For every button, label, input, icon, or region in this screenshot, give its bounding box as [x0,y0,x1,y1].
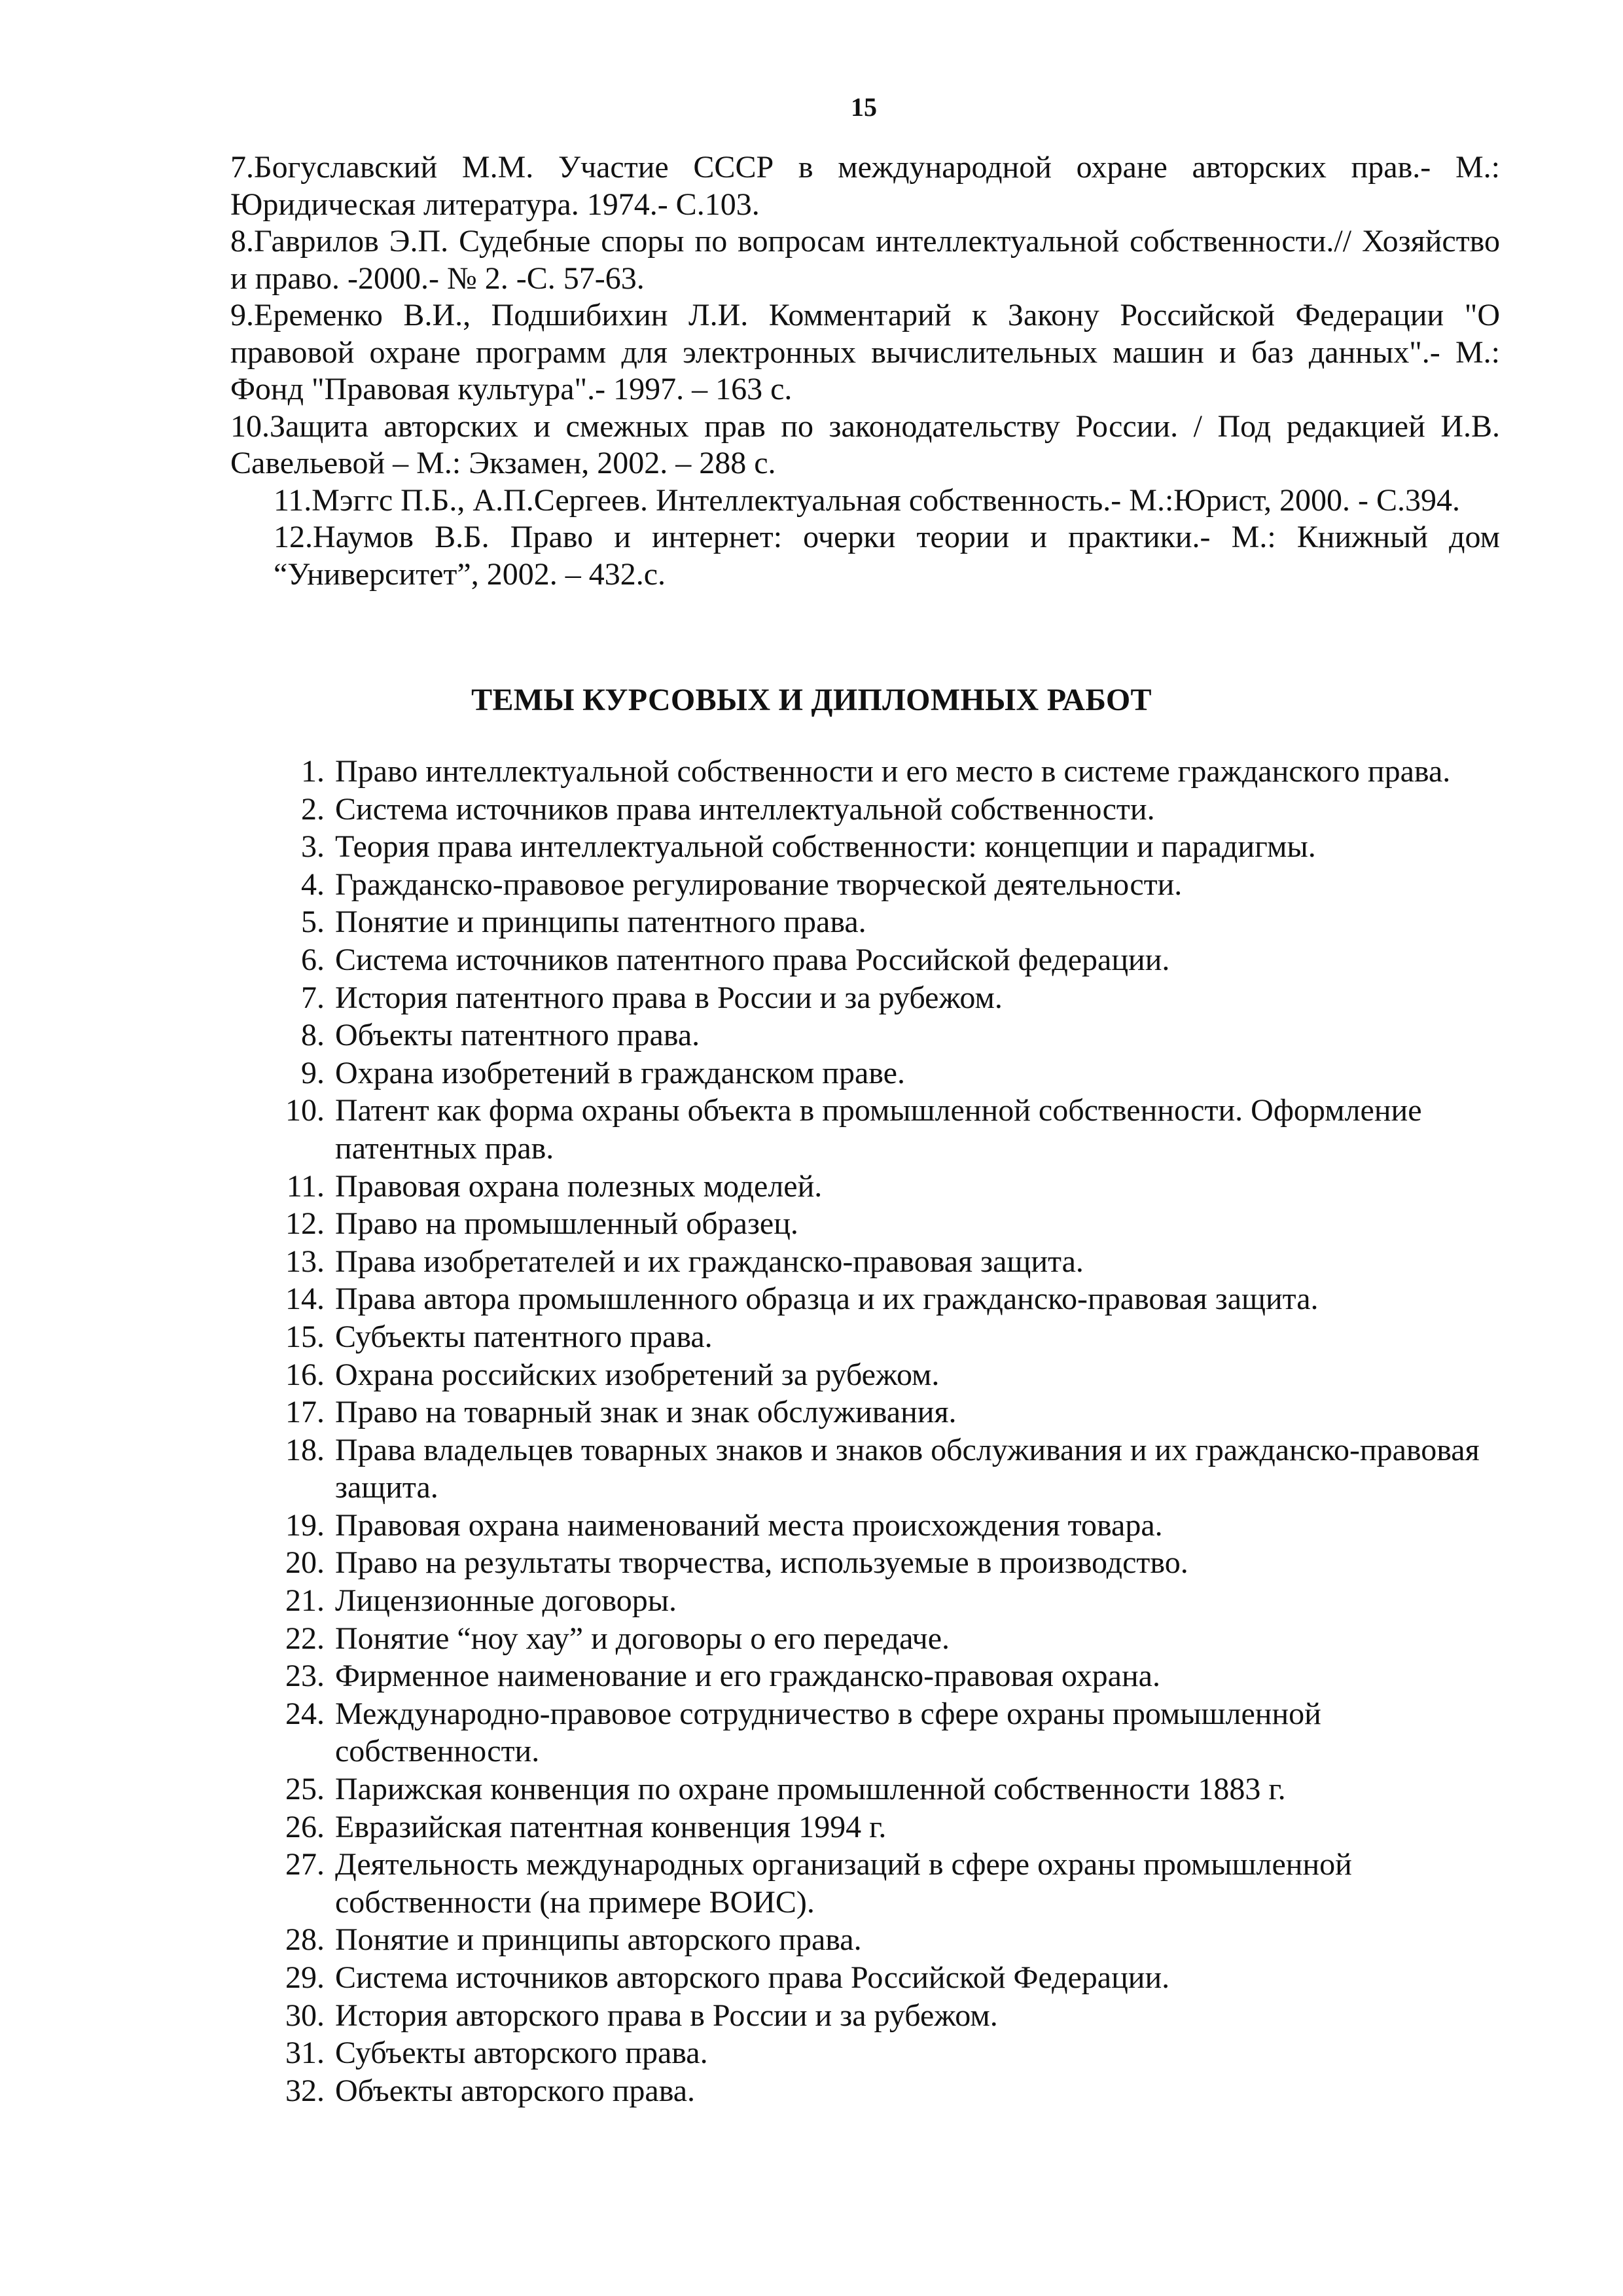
topic-number: 13. [285,1244,325,1279]
topic-item [275,903,1505,941]
topic-item [275,1431,1505,1507]
topic-number: 24. [285,1696,325,1731]
topic-number: 6. [301,942,325,977]
topic-number: 16. [285,1357,325,1392]
topic-item [275,1959,1505,1997]
topic-number: 20. [285,1545,325,1581]
topic-number: 11. [286,1168,325,1204]
topic-number: 19. [285,1507,325,1543]
topic-item [275,1544,1505,1582]
topic-item [275,1997,1505,2035]
topic-text: Система источников права интеллектуальной собственности. [335,791,1155,827]
topic-text: Субъекты авторского права. [335,2036,708,2071]
topic-text: Право интеллектуальной собственности и его место в системе гражданского права. [335,754,1451,789]
topic-text: Понятие и принципы авторского права. [335,1922,862,1958]
topic-number: 17. [285,1395,325,1430]
topic-item [275,1657,1505,1695]
topic-item [275,1092,1505,1167]
topic-text: Охрана российских изобретений за рубежом. [335,1357,940,1392]
topic-item [275,979,1505,1017]
topic-item [275,1393,1505,1431]
topic-item [275,1016,1505,1054]
topic-number: 8. [301,1018,325,1053]
topic-item [275,1620,1505,1658]
topic-text: Евразийская патентная конвенция 1994 г. [335,1809,887,1844]
topic-text: Права изобретателей и их гражданско-правовая защита. [335,1244,1084,1279]
topic-number: 15. [285,1319,325,1354]
topic-number: 26. [285,1809,325,1844]
topic-item [275,1318,1505,1356]
topic-text: Система источников авторского права Российской Федерации. [335,1960,1170,1995]
topic-number: 21. [285,1583,325,1619]
topic-item [275,828,1505,866]
topic-number: 25. [285,1772,325,1807]
topic-text: Право на результаты творчества, используемые в производство. [335,1545,1188,1581]
topic-text: Право на промышленный образец. [335,1206,798,1242]
topic-item [275,866,1505,904]
topic-text: Понятие “ноу хау” и договоры о его передаче. [335,1621,950,1656]
topic-text: Объекты патентного права. [335,1018,700,1053]
topic-item [275,2072,1505,2110]
topic-item [275,753,1505,791]
topic-text: Парижская конвенция по охране промышленной собственности 1883 г. [335,1772,1286,1807]
topic-text: Теория права интеллектуальной собственности: концепции и парадигмы. [335,829,1316,865]
topic-text: Система источников патентного права Российской федерации. [335,942,1170,977]
topic-number: 4. [301,867,325,902]
topic-number: 10. [285,1093,325,1128]
topic-number: 3. [301,829,325,865]
topic-item [275,1507,1505,1545]
topic-item [275,791,1505,829]
topic-item [275,1808,1505,1846]
topic-number: 14. [285,1282,325,1317]
topic-item [275,941,1505,979]
topic-text: Права владельцев товарных знаков и знаков обслуживания и их гражданско-правовая защита. [335,1432,1480,1505]
topic-item [275,1205,1505,1243]
topic-number: 23. [285,1659,325,1694]
topic-number: 32. [285,2073,325,2108]
topic-number: 29. [285,1960,325,1995]
page-number: 15 [851,92,877,122]
topic-number: 22. [285,1621,325,1656]
section-title: ТЕМЫ КУРСОВЫХ И ДИПЛОМНЫХ РАБОТ [471,683,1152,717]
topic-number: 12. [285,1206,325,1242]
topic-text: Деятельность международных организаций в сфере охраны промышленной собственности (на примере ВОИС). [335,1847,1352,1920]
topic-number: 9. [301,1055,325,1090]
topic-item [275,2034,1505,2072]
topic-text: Охрана изобретений в гражданском праве. [335,1055,905,1090]
topic-number: 30. [285,1998,325,2033]
topic-text: История патентного права в России и за рубежом. [335,980,1003,1015]
topic-text: Правовая охрана полезных моделей. [335,1168,823,1204]
topic-item [275,1846,1505,1921]
topic-item [275,1356,1505,1394]
topic-text: Гражданско-правовое регулирование творческой деятельности. [335,867,1183,902]
topic-text: Правовая охрана наименований места происхождения товара. [335,1507,1163,1543]
topic-number: 28. [285,1922,325,1958]
references-list [230,149,1500,593]
topic-number: 7. [301,980,325,1015]
topic-text: Право на товарный знак и знак обслуживания. [335,1395,957,1430]
topic-text: История авторского права в России и за рубежом. [335,1998,998,2033]
topic-number: 5. [301,905,325,940]
reference-item: 11.Мэггс П.Б., А.П.Сергеев. Интеллектуальная собственность.- М.:Юрист, 2000. - С.394. [274,482,1460,518]
topics-list [275,753,1505,2109]
topic-text: Патент как форма охраны объекта в промышленной собственности. Оформление патентных прав. [335,1093,1422,1166]
topic-item [275,1695,1505,1770]
topic-number: 2. [301,791,325,827]
topic-item [275,1054,1505,1092]
topic-item [275,1921,1505,1959]
topic-number: 18. [285,1432,325,1467]
reference-item: 7.Богуславский М.М. Участие СССР в международной охране авторских прав.- М.: Юридическая литература. 1974.- С.103. [230,150,1500,222]
topic-text: Объекты авторского права. [335,2073,696,2108]
topic-item [275,1770,1505,1808]
reference-item: 10.Защита авторских и смежных прав по законодательству России. / Под редакцией И.В. Савельевой – М.: Экзамен, 2002. – 288 с. [230,408,1500,480]
topic-number: 31. [285,2036,325,2071]
topic-text: Понятие и принципы патентного права. [335,905,866,940]
topic-number: 1. [301,754,325,789]
topic-text: Международно-правовое сотрудничество в сфере охраны промышленной собственности. [335,1696,1321,1769]
topic-text: Права автора промышленного образца и их гражданско-правовая защита. [335,1282,1319,1317]
topic-item [275,1168,1505,1206]
topic-item [275,1280,1505,1318]
topic-text: Лицензионные договоры. [335,1583,677,1619]
reference-item: 12.Наумов В.Б. Право и интернет: очерки теории и практики.- М.: Книжный дом “Университет”, 2002. – 432.с. [274,520,1500,592]
reference-item: 9.Еременко В.И., Подшибихин Л.И. Комментарий к Закону Российской Федерации "О правовой охране программ для электронных вычислительных машин и баз данных".- М.: Фонд "Правовая культура".- 1997. – 163 с. [230,298,1500,406]
topic-item [275,1243,1505,1281]
topic-number: 27. [285,1847,325,1882]
topic-text: Фирменное наименование и его гражданско-правовая охрана. [335,1659,1160,1694]
topic-item [275,1582,1505,1620]
topic-text: Субъекты патентного права. [335,1319,713,1354]
reference-item: 8.Гаврилов Э.П. Судебные споры по вопросам интеллектуальной собственности.// Хозяйство и право. -2000.- № 2. -С. 57-63. [230,224,1500,296]
